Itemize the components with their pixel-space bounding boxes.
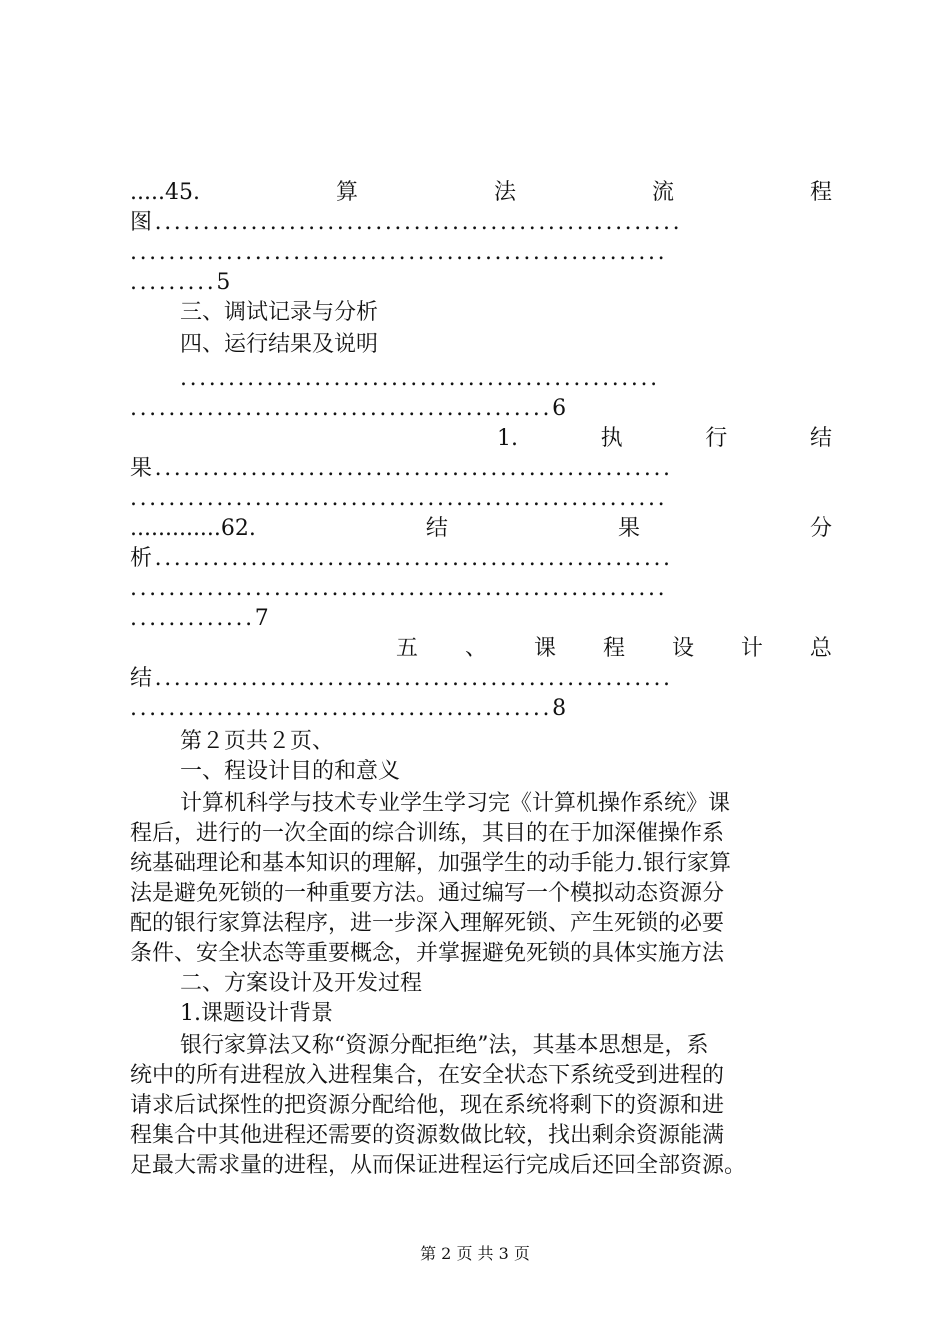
toc-word: 分 — [809, 516, 832, 541]
toc-line-algorithm-flowchart — [130, 178, 832, 208]
toc-line-summary — [396, 634, 832, 664]
paragraph-line: 银行家算法又称“资源分配拒绝”法，其基本思想是，系 — [180, 1033, 709, 1058]
toc-leader: .....45. — [130, 180, 200, 205]
toc-word: 流 — [651, 180, 674, 205]
toc-leader-line: 析...................................................... — [130, 546, 673, 571]
toc-word: 算 — [335, 180, 358, 205]
toc-word: 果 — [617, 516, 640, 541]
toc-word: 总 — [809, 636, 832, 661]
toc-word: 1. — [497, 426, 518, 451]
toc-word: 结 — [809, 426, 832, 451]
toc-leader-line: 图....................................................... — [130, 210, 683, 235]
toc-leader-line: ........................................................ — [130, 486, 668, 511]
toc-section-results: 四、运行结果及说明 — [180, 332, 379, 357]
paragraph-line: 统基础理论和基本知识的理解，加强学生的动手能力.银行家算 — [130, 851, 731, 876]
paragraph-line: 程集合中其他进程还需要的资源数做比较，找出剩余资源能满 — [130, 1123, 725, 1148]
toc-leader-line-page: .............7 — [130, 606, 272, 631]
toc-leader-line: ........................................................ — [130, 240, 668, 265]
toc-line-result-analysis — [130, 514, 832, 544]
toc-word: 程 — [602, 636, 625, 661]
paragraph-line: 请求后试探性的把资源分配给他，现在系统将剩下的资源和进 — [130, 1093, 725, 1118]
paragraph-line: 条件、安全状态等重要概念，并掌握避免死锁的具体实施方法 — [130, 941, 725, 966]
toc-word: 法 — [493, 180, 516, 205]
toc-word: 结 — [425, 516, 448, 541]
toc-leader-line: 果...................................................... — [130, 456, 673, 481]
paragraph-line: 统中的所有进程放入进程集合，在安全状态下系统受到进程的 — [130, 1063, 725, 1088]
section-heading-design: 二、方案设计及开发过程 — [180, 971, 423, 996]
toc-word: 程 — [809, 180, 832, 205]
toc-word: 计 — [740, 636, 763, 661]
paragraph-line: 足最大需求量的进程，从而保证进程运行完成后还回全部资源。 — [130, 1153, 747, 1178]
toc-leader-line-page: ............................................8 — [130, 696, 569, 721]
toc-leader-line: ........................................................ — [130, 576, 668, 601]
paragraph-line: 程后，进行的一次全面的综合训练，其目的在于加深催操作系 — [130, 821, 725, 846]
toc-leader: .............62. — [130, 516, 256, 541]
paragraph-line: 法是避免死锁的一种重要方法。通过编写一个模拟动态资源分 — [130, 881, 725, 906]
toc-line-exec-result — [497, 424, 832, 454]
page-reference: 第２页共２页、 — [180, 729, 335, 754]
page-footer: 第 2 页 共 3 页 — [420, 1244, 530, 1263]
section-heading-purpose: 一、程设计目的和意义 — [180, 759, 401, 784]
toc-leader-line-page: ............................................6 — [130, 396, 569, 421]
paragraph-line: 配的银行家算法程序，进一步深入理解死锁、产生死锁的必要 — [130, 911, 725, 936]
subsection-heading-background: 1.课题设计背景 — [180, 1001, 333, 1026]
toc-word: 、 — [464, 636, 487, 661]
toc-leader-line: .................................................. — [180, 366, 660, 391]
toc-section-debug: 三、调试记录与分析 — [180, 300, 379, 325]
paragraph-line: 计算机科学与技术专业学生学习完《计算机操作系统》课 — [180, 791, 731, 816]
toc-word: 设 — [671, 636, 694, 661]
toc-word: 课 — [533, 636, 556, 661]
toc-word: 行 — [705, 426, 728, 451]
toc-word: 执 — [600, 426, 623, 451]
toc-leader-line-page: .........5 — [130, 270, 233, 295]
toc-leader-line: 结...................................................... — [130, 666, 673, 691]
toc-word: 五 — [396, 636, 419, 661]
